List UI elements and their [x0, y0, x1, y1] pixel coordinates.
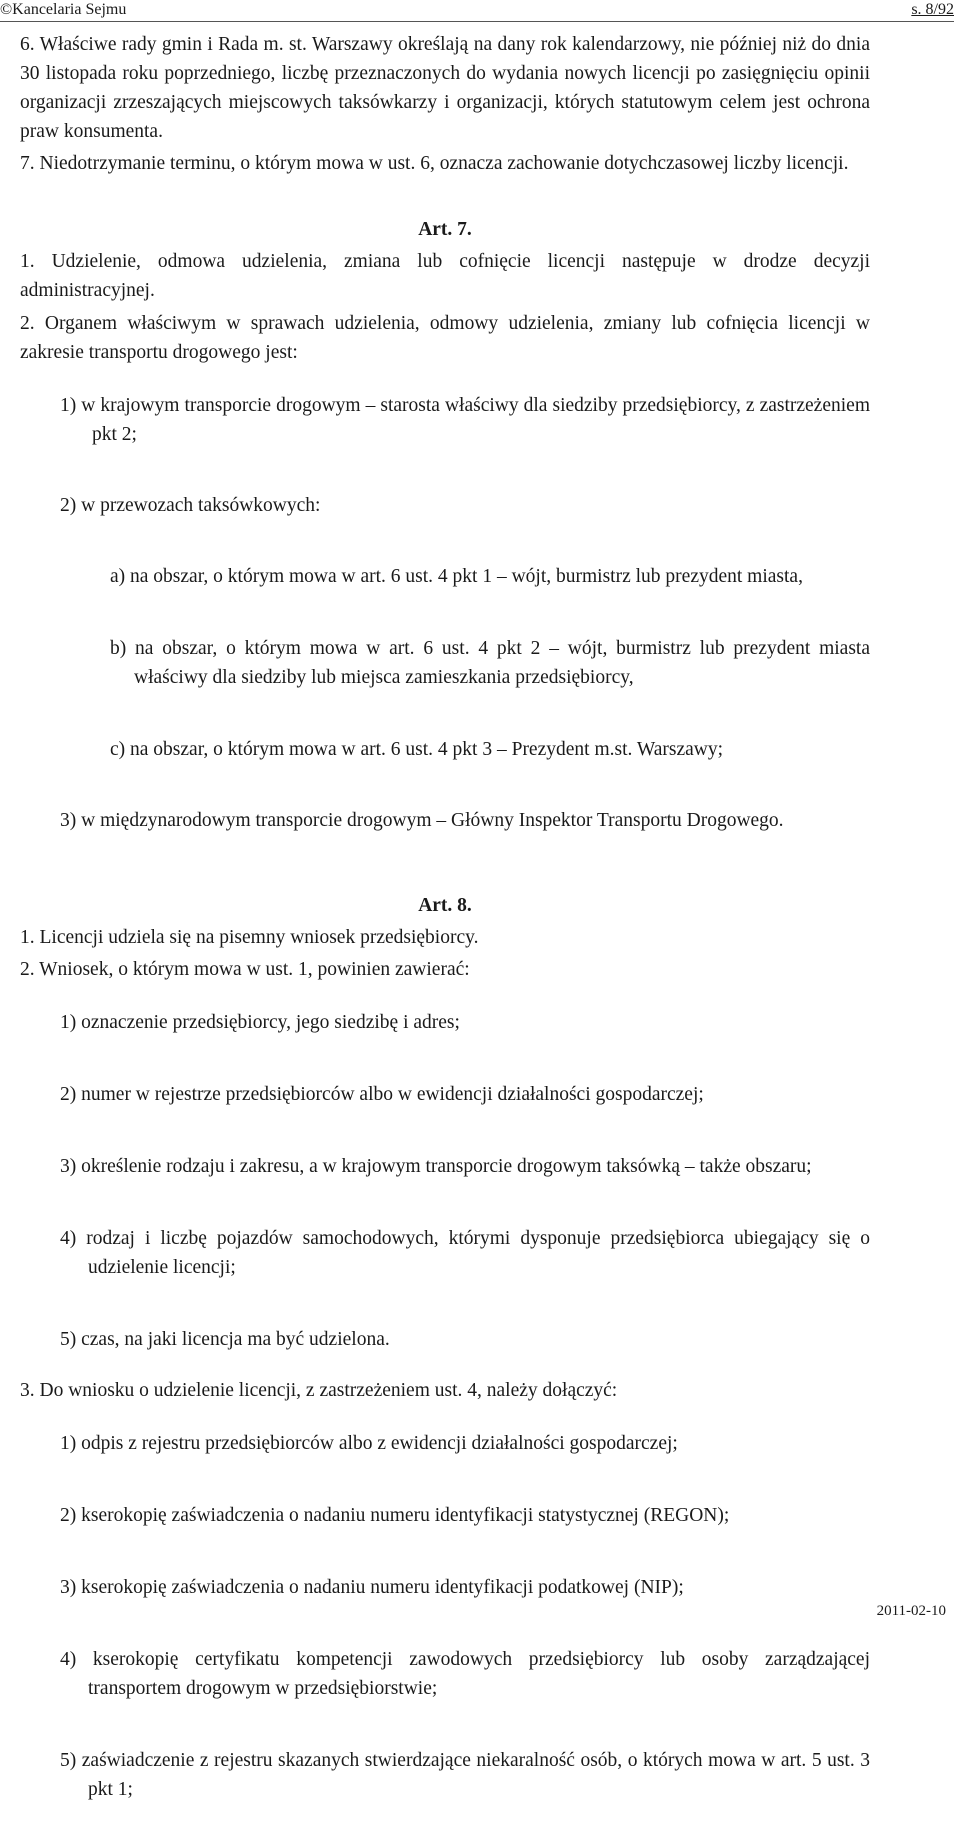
list-item: 4) rodzaj i liczbę pojazdów samochodowych, którymi dysponuje przedsiębiorca ubiegający się o udzielenie licencji;: [60, 1227, 870, 1278]
list-item: 1) w krajowym transporcie drogowym – starosta właściwy dla siedziby przedsiębiorcy, z zastrzeżeniem pkt 2;: [60, 394, 870, 445]
art8-paragraph-1: 1. Licencji udziela się na pisemny wniosek przedsiębiorcy.: [20, 927, 479, 948]
art8-paragraph-3: 3. Do wniosku o udzielenie licencji, z zastrzeżeniem ust. 4, należy dołączyć:: [20, 1380, 618, 1401]
list-item: 2) w przewozach taksówkowych:: [60, 494, 321, 516]
list-item: 2) kserokopię zaświadczenia o nadaniu numeru identyfikacji statystycznej (REGON);: [60, 1504, 730, 1526]
list-item: 4) kserokopię certyfikatu kompetencji zawodowych przedsiębiorcy lub osoby zarządzającej transportem drogowym w przedsiębiorstwie;: [60, 1648, 870, 1699]
art8-paragraph-2: 2. Wniosek, o którym mowa w ust. 1, powinien zawierać:: [20, 959, 470, 980]
list-item: 2) numer w rejestrze przedsiębiorców albo w ewidencji działalności gospodarczej;: [60, 1083, 704, 1105]
header-divider: [0, 21, 954, 22]
list-subitem: a) na obszar, o którym mowa w art. 6 ust. 4 pkt 1 – wójt, burmistrz lub prezydent miasta,: [110, 565, 803, 587]
list-item: 3) kserokopię zaświadczenia o nadaniu numeru identyfikacji podatkowej (NIP);: [60, 1576, 684, 1598]
page-header: [0, 0, 960, 20]
list-subitem: b) na obszar, o którym mowa w art. 6 ust. 4 pkt 2 – wójt, burmistrz lub prezydent miasta właściwy dla siedziby lub miejsca zamieszkania przedsiębiorcy,: [110, 637, 870, 688]
footer-date: 2011-02-10: [876, 1603, 946, 1619]
article-heading: Art. 7.: [418, 219, 472, 240]
list-item: 3) określenie rodzaju i zakresu, a w krajowym transporcie drogowym taksówką – także obszaru;: [60, 1155, 812, 1177]
page-number: s. 8/92: [911, 1, 954, 18]
list-item: 1) oznaczenie przedsiębiorcy, jego siedzibę i adres;: [60, 1011, 460, 1033]
paragraph-7: 7. Niedotrzymanie terminu, o którym mowa w ust. 6, oznacza zachowanie dotychczasowej liczby licencji.: [20, 153, 849, 174]
list-item: 5) zaświadczenie z rejestru skazanych stwierdzające niekaralność osób, o których mowa w art. 5 ust. 3 pkt 1;: [60, 1749, 870, 1800]
list-item: 5) czas, na jaki licencja ma być udzielona.: [60, 1328, 390, 1350]
article-heading: Art. 8.: [418, 895, 472, 916]
art7-paragraph-2: 2. Organem właściwym w sprawach udzielenia, odmowy udzielenia, zmiany lub cofnięcia licencji w zakresie transportu drogowego jest:: [20, 313, 870, 363]
copyright-label: ©Kancelaria Sejmu: [0, 1, 127, 18]
paragraph-6: 6. Właściwe rady gmin i Rada m. st. Warszawy określają na dany rok kalendarzowy, nie później niż do dnia 30 listopada roku poprzedniego, liczbę przeznaczonych do wydania nowych licencji po zasięgnięciu opinii organizacji zrzeszających miejscowych taksówkarzy i organizacji, których statutowym celem jest ochrona praw konsumenta.: [20, 34, 870, 142]
list-item: 3) w międzynarodowym transporcie drogowym – Główny Inspektor Transportu Drogowego.: [60, 809, 784, 831]
list-item: 1) odpis z rejestru przedsiębiorców albo z ewidencji działalności gospodarczej;: [60, 1432, 678, 1454]
list-subitem: c) na obszar, o którym mowa w art. 6 ust. 4 pkt 3 – Prezydent m.st. Warszawy;: [110, 738, 724, 760]
document-body: [20, 30, 870, 1823]
art7-paragraph-1: 1. Udzielenie, odmowa udzielenia, zmiana lub cofnięcie licencji następuje w drodze decyzji administracyjnej.: [20, 251, 870, 301]
